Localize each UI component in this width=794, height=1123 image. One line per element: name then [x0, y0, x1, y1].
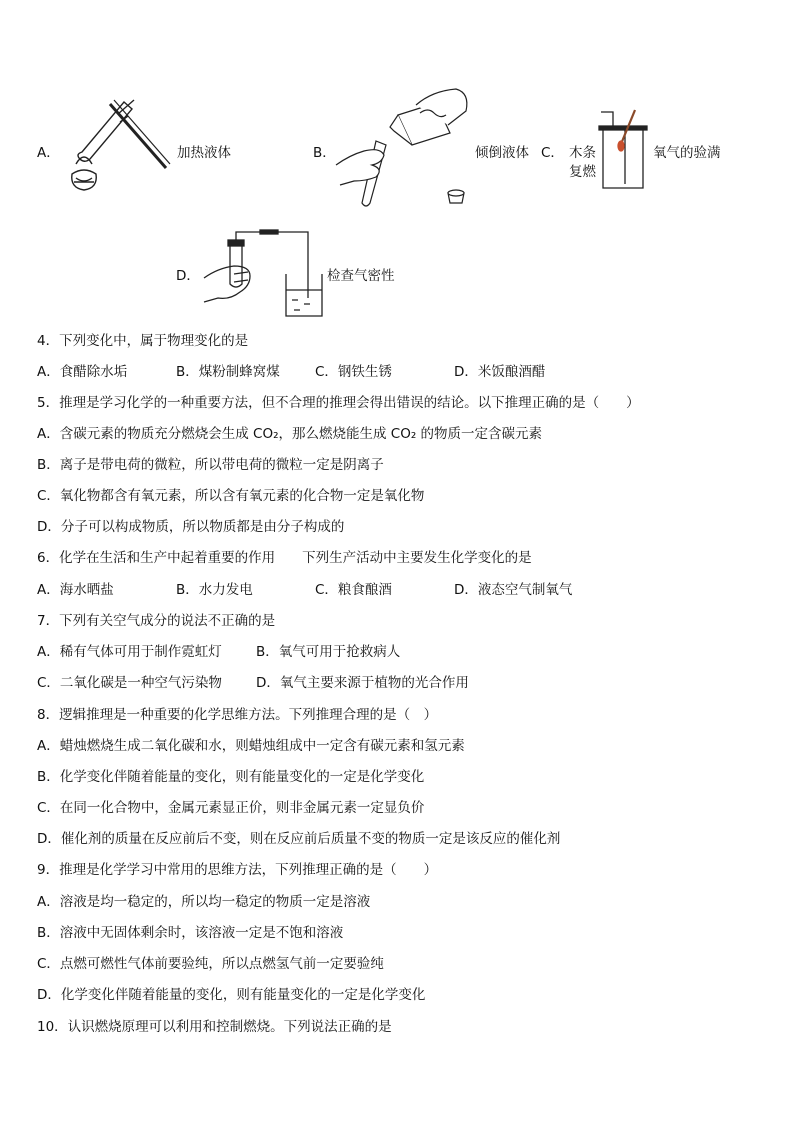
- question-7-option-c: C．二氧化碳是一种空气污染物: [37, 675, 222, 691]
- question-5-option-c: C．氧化物都含有氧元素，所以含有氧元素的化合物一定是氧化物: [37, 488, 425, 504]
- question-5-option-a: A．含碳元素的物质充分燃烧会生成 CO₂，那么燃烧能生成 CO₂ 的物质一定含碳元素: [37, 426, 543, 442]
- figure-c-label-wood: 木条: [569, 145, 596, 161]
- question-9-stem: 9．推理是化学学习中常用的思维方法，下列推理正确的是（ ）: [37, 862, 438, 878]
- question-6-option-a: A．海水晒盐: [37, 582, 114, 598]
- oxygen-test-illustration: [597, 108, 649, 192]
- question-7-option-b: B．氧气可用于抢救病人: [256, 644, 401, 660]
- question-9-option-d: D．化学变化伴随着能量的变化，则有能量变化的一定是化学变化: [37, 987, 426, 1003]
- question-8-option-b: B．化学变化伴随着能量的变化，则有能量变化的一定是化学变化: [37, 769, 425, 785]
- question-8-stem: 8．逻辑推理是一种重要的化学思维方法。下列推理合理的是（ ）: [37, 707, 438, 723]
- question-9-option-b: B．溶液中无固体剩余时，该溶液一定是不饱和溶液: [37, 925, 344, 941]
- airtightness-check-illustration: [200, 228, 325, 320]
- question-6-option-b: B．水力发电: [176, 582, 253, 598]
- question-8-option-c: C．在同一化合物中，金属元素显正价，则非金属元素一定显负价: [37, 800, 425, 816]
- question-7-option-d: D．氧气主要来源于植物的光合作用: [256, 675, 469, 691]
- question-9-option-c: C．点燃可燃性气体前要验纯，所以点燃氢气前一定要验纯: [37, 956, 384, 972]
- figure-c-caption: 氧气的验满: [653, 145, 721, 161]
- question-4-option-b: B．煤粉制蜂窝煤: [176, 364, 280, 380]
- figure-b-caption: 倾倒液体: [475, 145, 529, 161]
- question-6-stem: 6．化学在生活和生产中起着重要的作用 下列生产活动中主要发生化学变化的是: [37, 550, 532, 566]
- question-9-option-a: A．溶液是均一稳定的，所以均一稳定的物质一定是溶液: [37, 894, 371, 910]
- figure-c-label-reignite: 复燃: [569, 164, 596, 180]
- figure-a-caption: 加热液体: [177, 145, 231, 161]
- figure-a-letter: A．: [37, 145, 60, 161]
- figure-d-letter: D．: [176, 268, 200, 284]
- question-8-option-d: D．催化剂的质量在反应前后不变，则在反应前后质量不变的物质一定是该反应的催化剂: [37, 831, 561, 847]
- question-4-option-d: D．米饭酿酒醋: [454, 364, 546, 380]
- question-10-stem: 10．认识燃烧原理可以利用和控制燃烧。下列说法正确的是: [37, 1019, 392, 1035]
- question-8-option-a: A．蜡烛燃烧生成二氧化碳和水，则蜡烛组成中一定含有碳元素和氢元素: [37, 738, 465, 754]
- heating-liquid-illustration: [62, 92, 172, 202]
- question-7-stem: 7．下列有关空气成分的说法不正确的是: [37, 613, 276, 629]
- question-4-option-a: A．食醋除水垢: [37, 364, 128, 380]
- figure-d-caption: 检查气密性: [327, 268, 395, 284]
- figure-b-letter: B．: [313, 145, 336, 161]
- question-6-option-c: C．粮食酿酒: [315, 582, 392, 598]
- question-4-option-c: C．钢铁生锈: [315, 364, 392, 380]
- question-6-option-d: D．液态空气制氧气: [454, 582, 573, 598]
- question-7-option-a: A．稀有气体可用于制作霓虹灯: [37, 644, 222, 660]
- question-5-stem: 5．推理是学习化学的一种重要方法，但不合理的推理会得出错误的结论。以下推理正确的是（ ）: [37, 395, 640, 411]
- question-5-option-b: B．离子是带电荷的微粒，所以带电荷的微粒一定是阴离子: [37, 457, 384, 473]
- pouring-liquid-illustration: [336, 85, 476, 213]
- question-4-stem: 4．下列变化中，属于物理变化的是: [37, 333, 249, 349]
- question-5-option-d: D．分子可以构成物质，所以物质都是由分子构成的: [37, 519, 345, 535]
- figure-c-letter: C．: [541, 145, 564, 161]
